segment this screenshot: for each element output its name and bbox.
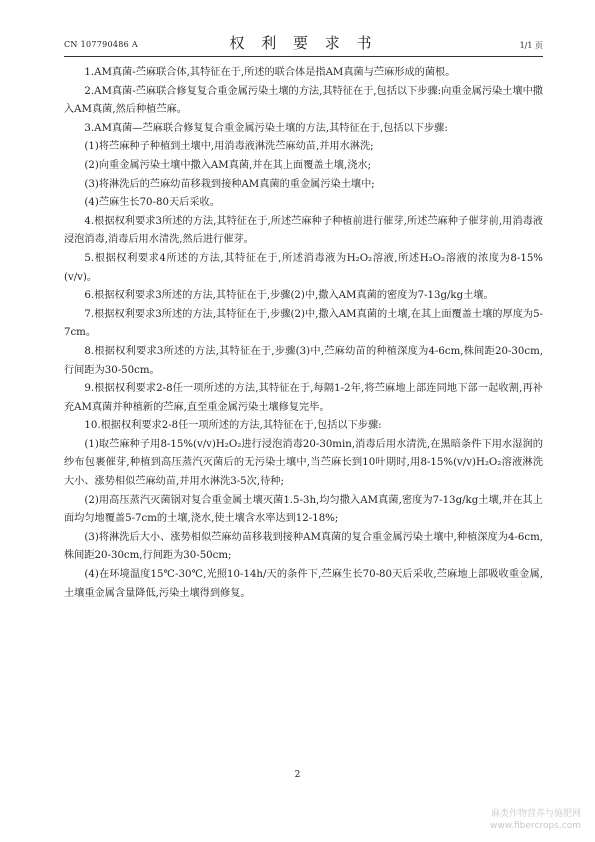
claim-3-step-4: (4)苎麻生长70-80天后采收。 (84, 197, 220, 209)
claim-9: 9.根据权利要求2-8任一项所述的方法,其特征在于,每隔1-2年,将苎麻地上部连同地下部一起收割,再补充AM真菌并种植新的苎麻,直至重金属污染土壤修复完毕。 (64, 383, 543, 413)
claim-10-step-1: (1)取苎麻种子用8-15%(v/v)H₂O₂进行浸泡消毒20-30min,消毒后用水清洗,在黑暗条件下用水湿润的纱布包裹催芽,种植到高压蒸汽灭菌后的无污染土壤中,当苎麻长到10叶期时,用8-15%(v/v)H₂O₂溶液淋洗大小、涨势相似苎麻幼苗,并用水淋洗3-5次,待种; (64, 438, 543, 488)
claim-4: 4.根据权利要求3所述的方法,其特征在于,所述苎麻种子种植前进行催芽,所述苎麻种子催芽前,用消毒液浸泡消毒,消毒后用水清洗,然后进行催芽。 (64, 215, 543, 246)
claim-7: 7.根据权利要求3所述的方法,其特征在于,步骤(2)中,撒入AM真菌的土壤,在其上面覆盖土壤的厚度为5-7cm。 (64, 308, 543, 339)
patent-number: CN 107790486 A (64, 40, 138, 49)
page-header (64, 32, 543, 54)
header-divider (64, 56, 543, 57)
claim-3-step-2: (2)向重金属污染土壤中撒入AM真菌,并在其上面覆盖土壤,浇水; (84, 159, 372, 171)
site-watermark (490, 808, 581, 832)
claim-3-step-3: (3)将淋洗后的苎麻幼苗移栽到接种AM真菌的重金属污染土壤中; (84, 178, 375, 190)
claim-3-step-1: (1)将苎麻种子种植到土壤中,用消毒液淋洗苎麻幼苗,并用水淋洗; (84, 141, 374, 153)
page-number: 2 (294, 770, 301, 780)
watermark-site-name: 麻类作物营养与施肥网 (490, 809, 581, 819)
claim-6: 6.根据权利要求3所述的方法,其特征在于,步骤(2)中,撒入AM真菌的密度为7-13g/kg土壤。 (84, 290, 494, 302)
claims-body (64, 64, 543, 603)
claim-2: 2.AM真菌-苎麻联合修复复合重金属污染土壤的方法,其特征在于,包括以下步骤:向重金属污染土壤中撒入AM真菌,然后种植苎麻。 (64, 85, 543, 116)
claim-10-step-4: (4)在环境温度15℃-30℃,光照10-14h/天的条件下,苎麻生长70-80天后采收,苎麻地上部吸收重金属,土壤重金属含量降低,污染土壤得到修复。 (64, 569, 543, 599)
claim-3: 3.AM真菌—苎麻联合修复复合重金属污染土壤的方法,其特征在于,包括以下步骤: (84, 122, 448, 134)
watermark-url: www.fibercrops.com (490, 821, 581, 831)
claim-10-step-3: (3)将淋洗后大小、涨势相似苎麻幼苗移栽到接种AM真菌的复合重金属污染土壤中,种植深度为4-6cm,株间距20-30cm,行间距为30-50cm; (64, 531, 543, 562)
claim-8: 8.根据权利要求3所述的方法,其特征在于,步骤(3)中,苎麻幼苗的种植深度为4-6cm,株间距20-30cm,行间距为30-50cm。 (64, 345, 543, 376)
claim-10-step-2: (2)用高压蒸汽灭菌锅对复合重金属土壤灭菌1.5-3h,均匀撒入AM真菌,密度为7-13g/kg土壤,并在其上面均匀地覆盖5-7cm的土壤,浇水,使土壤含水率达到12-18%; (64, 494, 543, 525)
claim-1: 1.AM真菌-苎麻联合体,其特征在于,所述的联合体是指AM真菌与苎麻形成的菌根。 (84, 67, 456, 78)
claim-10: 10.根据权利要求2-8任一项所述的方法,其特征在于,包括以下步骤: (84, 420, 382, 432)
page-indicator: 1/1 页 (519, 41, 543, 50)
page-title: 权 利 要 求 书 (229, 34, 378, 52)
claim-5: 5.根据权利要求4所述的方法,其特征在于,所述消毒液为H₂O₂溶液,所述H₂O₂溶液的浓度为8-15%(v/v)。 (64, 252, 543, 283)
